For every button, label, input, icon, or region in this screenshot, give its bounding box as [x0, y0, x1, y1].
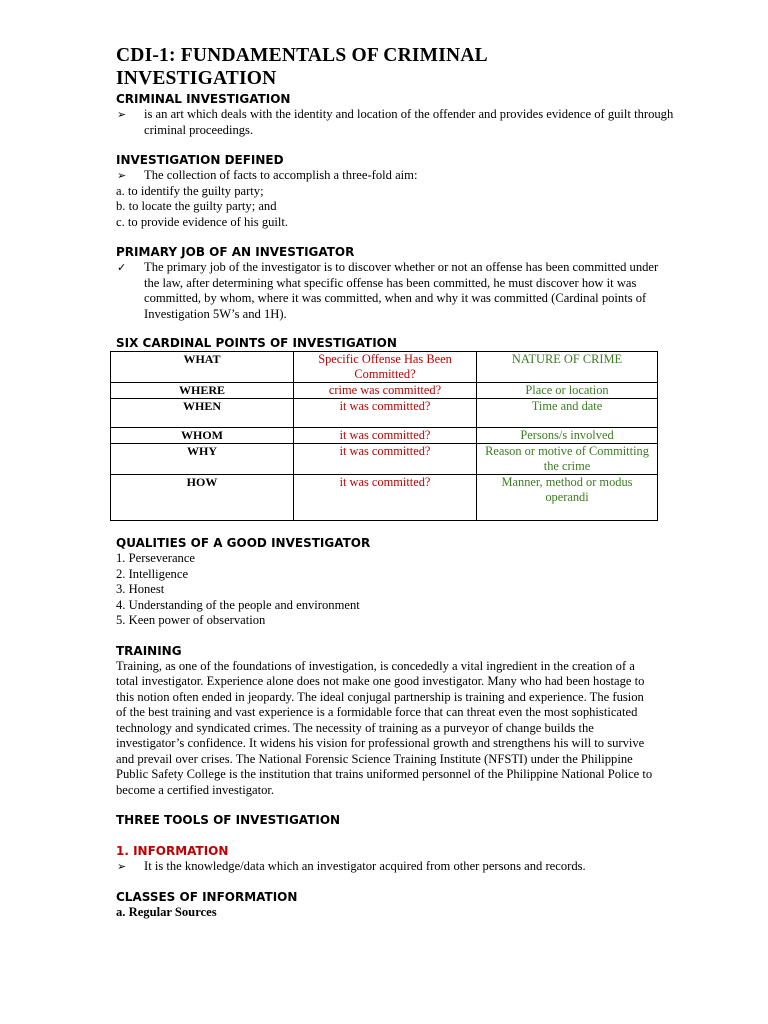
table-cell-meaning: Manner, method or modus operandi [477, 475, 658, 521]
heading-training: TRAINING [116, 643, 182, 658]
bullet-text: The collection of facts to accomplish a three-fold aim: [144, 168, 418, 182]
table-row [111, 399, 658, 428]
table-cell-question: WHERE [111, 383, 294, 399]
table-row [111, 444, 658, 475]
table-cell-question: HOW [111, 475, 294, 521]
table-cell-answer: crime was committed? [294, 383, 477, 399]
heading-classes-of-information: CLASSES OF INFORMATION [116, 889, 298, 904]
table-cell-meaning: Persons/s involved [477, 428, 658, 444]
check-bullet-icon: ✓ [117, 261, 127, 274]
table-cell-meaning: Time and date [477, 399, 658, 428]
bullet-investigation-defined [116, 168, 768, 184]
heading-primary-job: PRIMARY JOB OF AN INVESTIGATOR [116, 245, 355, 259]
table-cell-question: WHY [111, 444, 294, 475]
table-cell-answer: Specific Offense Has Been Committed? [294, 352, 477, 383]
document-title: CDI-1: FUNDAMENTALS OF CRIMINAL INVESTIGATION [116, 45, 487, 89]
table-cell-answer: it was committed? [294, 399, 477, 428]
table-cell-answer: it was committed? [294, 475, 477, 521]
heading-criminal-investigation: CRIMINAL INVESTIGATION [116, 92, 291, 106]
list-item: 4. Understanding of the people and environment [116, 597, 360, 612]
table-cell-meaning: Reason or motive of Committing the crime [477, 444, 658, 475]
table-cell-answer: it was committed? [294, 428, 477, 444]
list-item: 3. Honest [116, 582, 165, 596]
subheading-information: 1. INFORMATION [116, 844, 229, 858]
table-cell-question: WHOM [111, 428, 294, 444]
table-cell-answer: it was committed? [294, 444, 477, 475]
table-row [111, 428, 658, 444]
list-item: c. to provide evidence of his guilt. [116, 214, 289, 229]
heading-six-cardinal-points: SIX CARDINAL POINTS OF INVESTIGATION [116, 336, 397, 350]
list-item: 5. Keen power of observation [116, 613, 266, 627]
table-cell-question: WHAT [111, 352, 294, 383]
bullet-text: is an art which deals with the identity and location of the offender and provides evidence of guilt through criminal proceedings. [144, 107, 674, 137]
heading-three-tools: THREE TOOLS OF INVESTIGATION [116, 813, 341, 827]
list-item: b. to locate the guilty party; and [116, 199, 277, 213]
table-row [111, 352, 658, 383]
bullet-primary-job [116, 260, 664, 322]
cardinal-points-table [110, 351, 658, 521]
arrow-bullet-icon: ➢ [117, 169, 127, 182]
bullet-text: It is the knowledge/data which an investigator acquired from other persons and records. [144, 859, 586, 873]
bullet-text: The primary job of the investigator is to discover whether or not an offense has been committed under the law, after determining what specific offense has been committed, he must discover how it was committed, by whom, where it was committed, when and why it was committed (Cardinal points of Investigation 5W’s and 1H). [144, 260, 659, 321]
arrow-bullet-icon: ➢ [117, 108, 127, 121]
heading-investigation-defined: INVESTIGATION DEFINED [116, 153, 284, 167]
table-cell-meaning: NATURE OF CRIME [477, 352, 658, 383]
list-item: 2. Intelligence [116, 566, 189, 581]
arrow-bullet-icon: ➢ [117, 860, 127, 873]
bullet-information [116, 859, 768, 875]
table-row [111, 475, 658, 521]
table-row [111, 383, 658, 399]
training-paragraph: Training, as one of the foundations of investigation, is concededly a vital ingredient in the creation of a total investigator. Experience alone does not make one good investigator. Many who had been hostage to this notion often ended in jeopardy. The ideal conjugal partnership is training and experience. The fusion of the best training and vast experience is a formidable force that can threat even the most sophisticated technology and syndicated crimes. The necessity of training as a purveyor of change builds the investigator’s confidence. It widens his vision for professional growth and strengthens his will to survive and prevail over crises. The National Forensic Science Training Institute (NFSTI) under the Philippine Public Safety College is the institution that trains uniformed personnel of the Philippine National Police to become a certified investigator. [116, 658, 653, 797]
list-item: 1. Perseverance [116, 551, 196, 565]
heading-qualities: QUALITIES OF A GOOD INVESTIGATOR [116, 536, 371, 550]
table-cell-meaning: Place or location [477, 383, 658, 399]
subheading-regular-sources: a. Regular Sources [116, 904, 217, 919]
bullet-criminal-investigation [116, 107, 674, 138]
table-cell-question: WHEN [111, 399, 294, 428]
list-item: a. to identify the guilty party; [116, 183, 264, 198]
